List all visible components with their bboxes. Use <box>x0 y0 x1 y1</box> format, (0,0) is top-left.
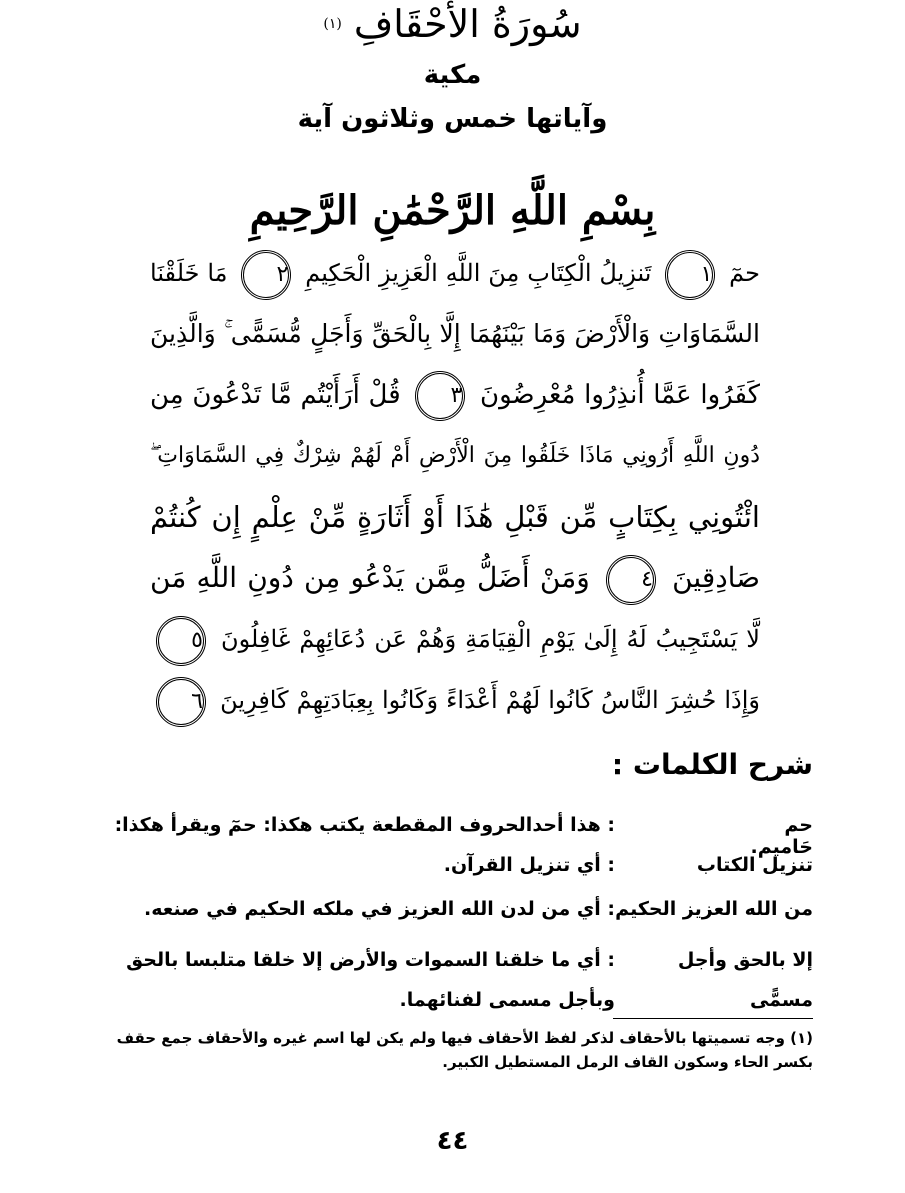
verse-text: حمٓ <box>729 259 760 287</box>
surah-title-footnote-marker: (١) <box>323 16 342 32</box>
glossary-definition: : أي تنزيل القرآن. <box>443 854 615 876</box>
glossary-entry <box>73 898 813 920</box>
revelation-type: مكية <box>423 60 482 90</box>
quran-line-6 <box>150 549 760 610</box>
ayah-number-marker: ٤ <box>606 555 656 605</box>
glossary-entry <box>73 814 813 858</box>
quran-line-5 <box>150 488 760 549</box>
verse-text: مَا خَلَقْنَا <box>150 259 228 287</box>
ayah-count: وآياتها خمس وثلاثون آية <box>297 104 608 134</box>
glossary-entry <box>73 854 813 876</box>
verse-text: وَمَنْ أَضَلُّ مِمَّن يَدْعُو مِن دُونِ اللَّهِ مَن <box>150 561 590 594</box>
verse-text: لَّا يَسْتَجِيبُ لَهُ إِلَىٰ يَوْمِ الْقِيَامَةِ وَهُمْ عَن دُعَائِهِمْ غَافِلُونَ <box>221 625 760 653</box>
verse-text: وَإِذَا حُشِرَ النَّاسُ كَانُوا لَهُمْ أَعْدَاءً وَكَانُوا بِعِبَادَتِهِمْ كَافِرِينَ <box>220 686 760 714</box>
basmala: بِسْمِ اللَّهِ الرَّحْمَٰنِ الرَّحِيمِ <box>249 187 656 234</box>
quran-line-3 <box>150 366 760 427</box>
glossary-term: من الله العزيز الحكيم <box>615 898 813 920</box>
ayah-number-marker: ١ <box>665 250 715 300</box>
ayah-number-marker: ٥ <box>156 616 206 666</box>
glossary-definition: : أي من لدن الله العزيز في ملكه الحكيم في صنعه. <box>144 898 615 920</box>
page-number: ٤٤ <box>436 1126 469 1156</box>
verse-text: السَّمَاوَاتِ وَالْأَرْضَ وَمَا بَيْنَهُمَا إِلَّا بِالْحَقِّ وَأَجَلٍ مُّسَمًّى ۚ وَالَّذِينَ <box>150 319 760 348</box>
verse-text: تَنزِيلُ الْكِتَابِ مِنَ اللَّهِ الْعَزِيزِ الْحَكِيمِ <box>305 259 652 287</box>
glossary-term: إلا بالحق وأجل مسمًّى <box>677 949 813 1011</box>
glossary-term: تنزيل الكتاب <box>696 854 813 876</box>
glossary-entry <box>73 940 813 1020</box>
ayah-number-marker: ٣ <box>415 371 465 421</box>
ayah-number-marker: ٢ <box>241 250 291 300</box>
verse-text: كَفَرُوا عَمَّا أُنذِرُوا مُعْرِضُونَ <box>480 380 761 410</box>
quran-line-1 <box>150 244 760 305</box>
quran-line-4 <box>150 427 760 488</box>
glossary-definition: : هذا أحدالحروف المقطعة يكتب هكذا: حمٓ ويقرأ هكذا: حَاميم. <box>114 814 813 858</box>
surah-title <box>0 2 905 46</box>
ayah-number-marker: ٦ <box>156 677 206 727</box>
footnote: (١) وجه تسميتها بالأحقاف لذكر لفظ الأحقاف فيها ولم يكن لها اسم غيره والأحقاف جمع حقف بكسر الحاء وسكون القاف الرمل المستطيل الكبير. <box>116 1029 813 1071</box>
verse-text: قُلْ أَرَأَيْتُم مَّا تَدْعُونَ مِن <box>150 380 401 410</box>
quran-text-block <box>150 244 760 732</box>
verse-text: صَادِقِينَ <box>672 561 760 594</box>
footnote-divider <box>613 1018 813 1019</box>
glossary-heading: شرح الكلمات : <box>611 748 813 781</box>
verse-text: ائْتُونِي بِكِتَابٍ مِّن قَبْلِ هَٰذَا أَوْ أَثَارَةٍ مِّنْ عِلْمٍ إِن كُنتُمْ <box>150 500 760 534</box>
quran-line-7 <box>150 610 760 671</box>
verse-text: دُونِ اللَّهِ أَرُونِي مَاذَا خَلَقُوا مِنَ الْأَرْضِ أَمْ لَهُمْ شِرْكٌ فِي السَّمَاوَاتِ ۖ <box>150 443 760 468</box>
quran-line-8 <box>150 671 760 732</box>
quran-line-2 <box>150 305 760 366</box>
glossary-term: حم <box>784 814 813 836</box>
glossary-definition: : أي ما خلقنا السموات والأرض إلا خلقا متلبسا بالحق وبأجل مسمى لفنائهما. <box>126 949 615 1011</box>
surah-name: سُورَةُ الأَحْقَافِ <box>353 2 582 46</box>
